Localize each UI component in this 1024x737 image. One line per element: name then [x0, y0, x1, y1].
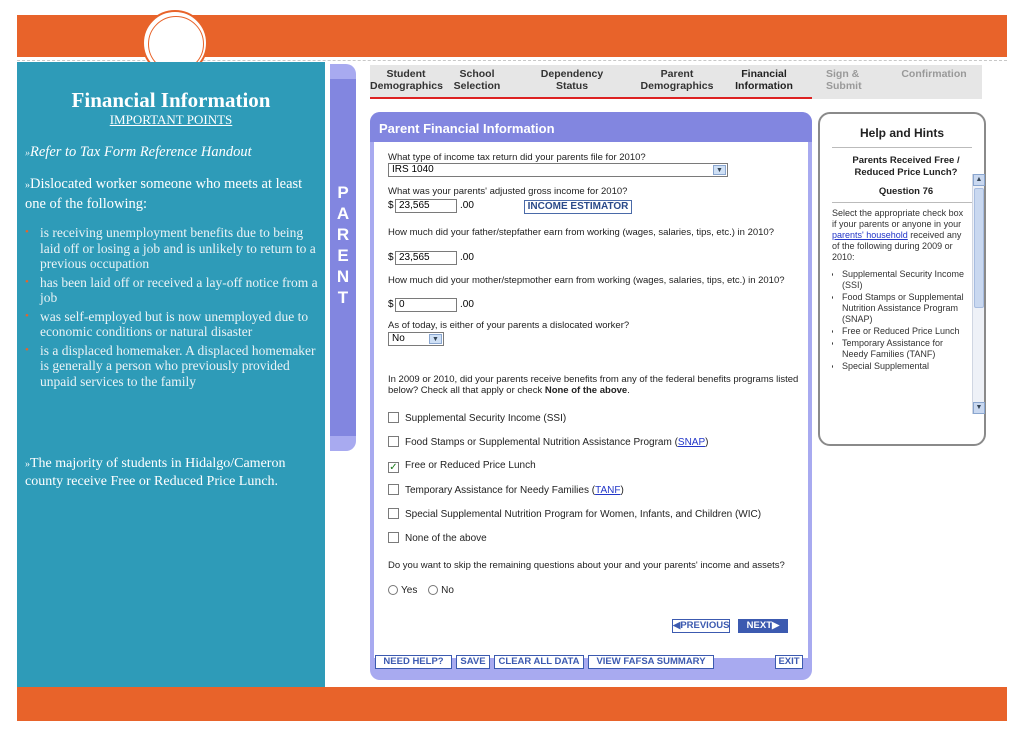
- option-label: Food Stamps or Supplemental Nutrition Assistance Program (: [405, 437, 678, 448]
- option-label: Temporary Assistance for Needy Families (: [405, 485, 596, 496]
- scroll-up-icon[interactable]: ▲: [973, 174, 985, 186]
- benefits-question-bold: None of the above: [544, 385, 628, 396]
- checkbox[interactable]: [388, 484, 399, 495]
- dislocated-criteria-list: [25, 225, 321, 392]
- tab-dependency-status[interactable]: Dependency Status: [540, 68, 604, 92]
- next-label: NEXT: [746, 620, 773, 631]
- list-item: • is receiving unemployment benefits due to being laid off or losing a job and is unlikely to return to a previous occupation: [25, 225, 321, 272]
- tab-confirmation[interactable]: Confirmation: [901, 68, 967, 80]
- bullet-arrow: »: [25, 459, 30, 470]
- checkbox[interactable]: [388, 436, 399, 447]
- form-header: Parent Financial Information: [370, 112, 812, 142]
- checkbox[interactable]: [388, 412, 399, 423]
- help-question-number: Question 76: [878, 186, 934, 197]
- help-text: received any of the following during 2009 or 2010:: [832, 230, 962, 262]
- help-and-hints-panel: [818, 112, 986, 446]
- mother-income-input[interactable]: 0: [395, 298, 457, 312]
- lunch-note: [25, 455, 325, 490]
- list-item: • has been laid off or received a lay-off notice from a job: [25, 275, 321, 306]
- step-nav: [370, 65, 982, 99]
- dollar-sign: $: [388, 299, 394, 310]
- dislocated-question: As of today, is either of your parents a dislocated worker?: [388, 320, 630, 331]
- tab-sign-submit[interactable]: Sign & Submit: [826, 68, 862, 92]
- nav-progress-line: [370, 97, 812, 99]
- form-body: [374, 142, 808, 658]
- help-heading: Parents Received Free / Reduced Price Lunch?: [852, 155, 960, 178]
- option-suffix: ): [620, 485, 624, 496]
- dislocated-note: [25, 175, 321, 213]
- parent-section-tab: [330, 64, 356, 451]
- option-label: Free or Reduced Price Lunch: [405, 460, 536, 471]
- parent-label: [330, 182, 356, 308]
- need-help-button[interactable]: NEED HELP?: [375, 655, 452, 669]
- chevron-down-icon[interactable]: ▼: [429, 334, 442, 344]
- option-label: None of the above: [405, 533, 487, 544]
- previous-label: PREVIOUS: [680, 620, 730, 631]
- dislocated-note-text: Dislocated worker someone who meets at least one of the following:: [25, 176, 303, 212]
- list-item: • is a displaced homemaker. A displaced homemaker is generally a person who previously provided unpaid services to the family: [25, 343, 321, 390]
- slide-title: Financial Information: [71, 88, 271, 112]
- scroll-down-icon[interactable]: ▼: [973, 402, 985, 414]
- help-list: [832, 269, 970, 372]
- income-estimator-button[interactable]: INCOME ESTIMATOR: [524, 200, 632, 214]
- agi-question: What was your parents' adjusted gross income for 2010?: [388, 186, 628, 197]
- snap-link[interactable]: SNAP: [677, 437, 706, 448]
- list-item: • Special Supplemental: [842, 361, 970, 372]
- radio-yes-label: Yes: [401, 585, 418, 596]
- help-content: [832, 208, 970, 422]
- tanf-link[interactable]: TANF: [595, 485, 621, 496]
- slide-notes-panel: [17, 62, 325, 687]
- tax-form-note: [25, 144, 252, 161]
- radio-yes[interactable]: [388, 585, 398, 595]
- option-ssi[interactable]: [388, 412, 566, 424]
- view-fafsa-summary-button[interactable]: VIEW FAFSA SUMMARY: [588, 655, 714, 669]
- option-label: Special Supplemental Nutrition Program for Women, Infants, and Children (WIC): [405, 509, 762, 520]
- next-button[interactable]: [738, 619, 788, 633]
- tab-financial-information[interactable]: Financial Information: [735, 68, 793, 92]
- help-title: Help and Hints: [859, 126, 944, 140]
- parents-household-link[interactable]: parents' household: [832, 230, 908, 240]
- tax-return-value: IRS 1040: [392, 164, 434, 175]
- bullet-arrow: »: [25, 148, 30, 159]
- tab-student-demographics[interactable]: Student Demographics: [370, 68, 443, 92]
- tax-return-select[interactable]: [388, 163, 728, 177]
- lunch-note-text: The majority of students in Hidalgo/Cameron county receive Free or Reduced Price Lunch.: [25, 456, 286, 489]
- help-divider: [832, 202, 972, 203]
- checkbox[interactable]: [388, 508, 399, 519]
- dislocated-select[interactable]: [388, 332, 444, 346]
- list-item: • Temporary Assistance for Needy Families (TANF): [842, 338, 970, 360]
- option-label: Supplemental Security Income (SSI): [405, 413, 567, 424]
- benefits-question-text: In 2009 or 2010, did your parents receive benefits from any of the federal benefits programs listed below? Check all that apply or check: [388, 374, 799, 396]
- arrow-left-icon: ◀: [673, 620, 681, 631]
- father-income-question: How much did your father/stepfather earn from working (wages, salaries, tips, etc.) in 2010?: [388, 227, 774, 238]
- list-item: • Supplemental Security Income (SSI): [842, 269, 970, 291]
- bullet-arrow: »: [25, 180, 30, 191]
- agi-input[interactable]: 23,565: [395, 199, 457, 213]
- option-wic[interactable]: [388, 508, 761, 520]
- tab-school-selection[interactable]: School Selection: [453, 68, 501, 92]
- clear-all-data-button[interactable]: CLEAR ALL DATA: [494, 655, 584, 669]
- tax-form-note-text: Refer to Tax Form Reference Handout: [30, 144, 252, 160]
- save-button[interactable]: SAVE: [456, 655, 490, 669]
- chevron-down-icon[interactable]: ▼: [713, 165, 726, 175]
- bottom-banner: [17, 687, 1007, 721]
- scroll-thumb[interactable]: [974, 188, 984, 308]
- tab-parent-demographics[interactable]: Parent Demographics: [640, 68, 714, 92]
- form-panel: [370, 112, 812, 680]
- option-tanf[interactable]: [388, 484, 624, 496]
- arrow-right-icon: ▶: [772, 620, 780, 631]
- help-divider: [832, 147, 972, 148]
- previous-button[interactable]: [672, 619, 730, 633]
- list-item: • Food Stamps or Supplemental Nutrition Assistance Program (SNAP): [842, 292, 970, 325]
- radio-no-label: No: [441, 585, 454, 596]
- skip-question: Do you want to skip the remaining questions about your and your parents' income and assets?: [388, 560, 785, 571]
- mother-income-question: How much did your mother/stepmother earn from working (wages, salaries, tips, etc.) in 2010?: [388, 275, 785, 286]
- dollar-sign: $: [388, 200, 394, 211]
- cents-label: .00: [460, 299, 474, 310]
- exit-button[interactable]: EXIT: [775, 655, 803, 669]
- slide-subtitle: IMPORTANT POINTS: [109, 112, 233, 127]
- check-icon[interactable]: ✓: [389, 462, 398, 473]
- list-item: • was self-employed but is now unemployed due to economic conditions or natural disaster: [25, 309, 321, 340]
- option-none[interactable]: [388, 532, 487, 544]
- help-scrollbar[interactable]: [972, 174, 984, 414]
- checkbox[interactable]: [388, 532, 399, 543]
- tax-return-question: What type of income tax return did your parents file for 2010?: [388, 152, 646, 163]
- help-text: Select the appropriate check box if your parents or anyone in your: [832, 208, 964, 229]
- dislocated-value: No: [392, 333, 405, 344]
- skip-radio-group: [388, 585, 454, 596]
- benefits-question: In 2009 or 2010, did your parents receive benefits from any of the federal benefits programs listed below? Check all that apply or check None of the above.: [388, 374, 799, 396]
- dollar-sign: $: [388, 252, 394, 263]
- option-free-lunch[interactable]: [388, 460, 536, 473]
- option-snap[interactable]: [388, 436, 708, 448]
- cents-label: .00: [460, 200, 474, 211]
- cents-label: .00: [460, 252, 474, 263]
- radio-no[interactable]: [428, 585, 438, 595]
- option-suffix: ): [705, 437, 709, 448]
- parent-letters: P A R E N T: [336, 183, 350, 307]
- father-income-input[interactable]: 23,565: [395, 251, 457, 265]
- list-item: • Free or Reduced Price Lunch: [842, 326, 970, 337]
